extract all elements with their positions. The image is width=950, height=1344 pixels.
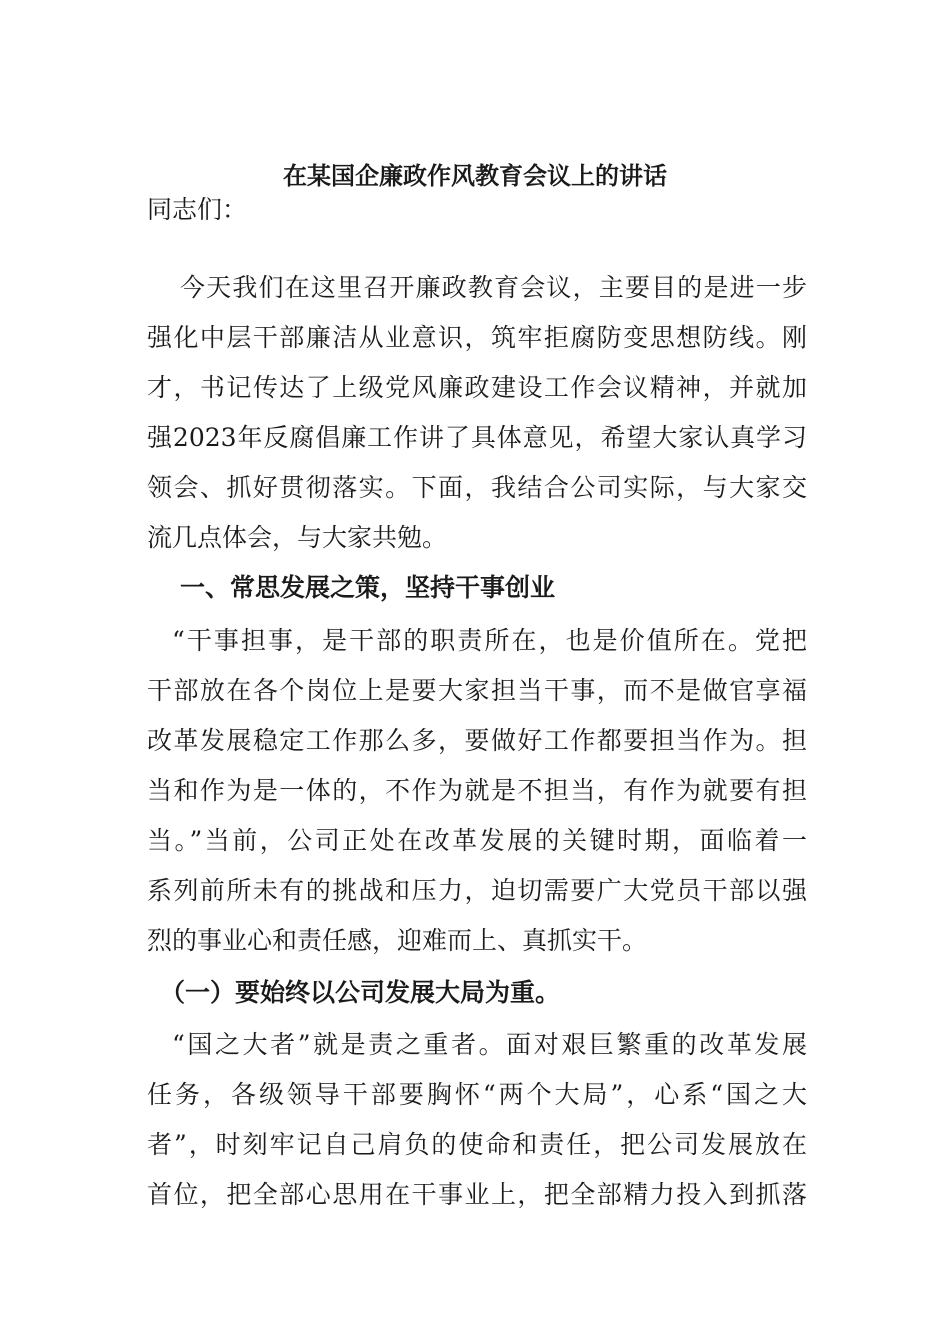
paragraph-line: 改革发展稳定工作那么多，要做好工作都要担当作为。担: [147, 726, 807, 755]
paragraph-line: 当。”当前，公司正处在改革发展的关键时期，面临着一: [147, 826, 807, 855]
paragraph-line: 者”，时刻牢记自己肩负的使命和责任，把公司发展放在: [147, 1130, 807, 1159]
paragraph-line: 当和作为是一体的，不作为就是不担当，有作为就要有担: [147, 776, 807, 805]
paragraph-line: “干事担事，是干部的职责所在，也是价值所在。党把: [172, 626, 807, 655]
paragraph-line: 才，书记传达了上级党风廉政建设工作会议精神，并就加: [147, 373, 807, 402]
subsection-heading: （一）要始终以公司发展大局为重。: [160, 978, 561, 1007]
salutation: 同志们：: [147, 195, 248, 224]
paragraph-line: 任务，各级领导干部要胸怀“两个大局”，心系“国之大: [147, 1080, 807, 1109]
section-heading: 一、常思发展之策，坚持干事创业: [180, 573, 556, 602]
paragraph-line: 强化中层干部廉洁从业意识，筑牢拒腐防变思想防线。刚: [147, 323, 807, 352]
paragraph-line: 流几点体会，与大家共勉。: [147, 523, 448, 552]
paragraph-line: 烈的事业心和责任感，迎难而上、真抓实干。: [147, 926, 648, 955]
paragraph-line: 强2023年反腐倡廉工作讲了具体意见，希望大家认真学习: [147, 423, 807, 452]
paragraph-line: “国之大者”就是责之重者。面对艰巨繁重的改革发展: [172, 1030, 807, 1059]
paragraph-line: 干部放在各个岗位上是要大家担当干事，而不是做官享福: [147, 676, 807, 705]
paragraph-line: 今天我们在这里召开廉政教育会议，主要目的是进一步: [180, 273, 807, 302]
paragraph-line: 系列前所未有的挑战和压力，迫切需要广大党员干部以强: [147, 876, 807, 905]
document-title: 在某国企廉政作风教育会议上的讲话: [283, 161, 667, 190]
paragraph-line: 领会、抓好贯彻落实。下面，我结合公司实际，与大家交: [147, 473, 807, 502]
paragraph-line: 首位，把全部心思用在干事业上，把全部精力投入到抓落: [147, 1180, 807, 1209]
